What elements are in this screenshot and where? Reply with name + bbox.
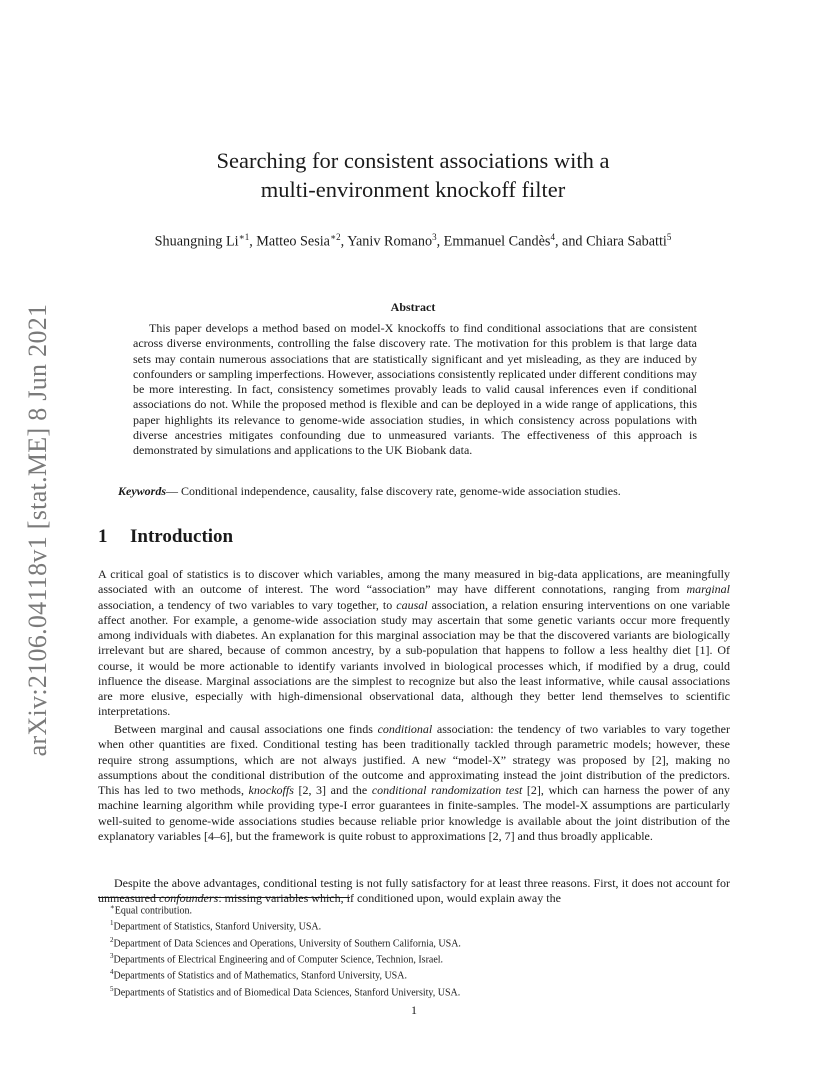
paragraph-text: association, a relation ensuring interventions on one variable affect another. For example, a genome-wide association study may ascertain that some genetic variants occur more frequently among individuals with diabetes. An explanation for this marginal association may be that the discovered variants are biologically irrelevant but are shared, because of common ancestry, by a sub-population that happens to follow a less healthy diet [1]. Of course, it would be more actionable to identify variants involved in biological processes which, if modified by a drug, could influence the disease. Marginal associations are the simplest to recognize but also the least informative, while causal associations are more elusive, especially with high-dimensional observational data, although they better lend themselves to scientific interpretations.: [98, 597, 731, 719]
keywords-label: Keywords: [118, 484, 166, 498]
footnote-text: Department of Statistics, Stanford University, USA.: [113, 921, 322, 933]
paragraph-text: Between marginal and causal associations one finds: [114, 722, 378, 736]
footnote: [110, 901, 461, 917]
footnote-text: Departments of Statistics and of Biomedical Data Sciences, Stanford University, USA.: [113, 986, 461, 998]
author-separator: , and: [554, 233, 587, 250]
author-separator: ,: [340, 233, 348, 250]
paragraph-text: association: the tendency of two variables to vary together when other quantities are fixed. Conditional testing has been traditionally tackled through parametric models; however, these require strong assumptions, which are not always justified. A new “model-X” strategy was proposed by [2], making no assumptions about the conditional distribution of the outcome and approximating instead the joint distribution of the predictors. This has led to two methods,: [98, 722, 730, 797]
footnote: [110, 917, 461, 933]
author-name: Yaniv Romano: [347, 233, 433, 250]
emphasis-causal: causal: [396, 597, 428, 612]
footnote-rule: [98, 897, 350, 898]
footnotes: [110, 901, 461, 999]
section-number: 1: [98, 526, 108, 547]
paragraph-text: [2], which can harness the power of any machine learning algorithm while providing type-I error guarantees in finite-samples. The model-X assumptions are particularly well-suited to genome-wide associations studies because reliable prior knowledge is available about the joint distribution of the explanatory variables [4–6], but the framework is quite robust to approximations [2, 7] and thus broadly applicable.: [98, 783, 730, 843]
title-line-1: Searching for consistent associations with a: [216, 148, 610, 173]
footnote: [110, 934, 461, 950]
footnote-text: Department of Data Sciences and Operations, University of Southern California, USA.: [113, 937, 461, 949]
footnote: [110, 966, 461, 982]
section-title: Introduction: [130, 526, 234, 547]
footnote-mark: 3: [110, 951, 114, 960]
emphasis-conditional: conditional: [377, 722, 433, 736]
footnote-text: Departments of Statistics and of Mathematics, Stanford University, USA.: [113, 970, 407, 982]
arxiv-sidebar-identifier: [20, 290, 56, 770]
author-separator: ,: [436, 233, 444, 250]
footnote-mark: 1: [110, 919, 114, 928]
author-name: Emmanuel Candès: [443, 233, 551, 250]
abstract-text: This paper develops a method based on model-X knockoffs to find conditional associations that are consistent across diverse environments, controlling the false discovery rate. The motivation for this problem is that large data sets may contain numerous associations that are statistically significant and yet misleading, as they are induced by confounders or sampling imperfections. However, associations consistently replicated under different conditions may be more interesting. In fact, consistency sometimes provably leads to valid causal inferences even if conditional associations do not. While the proposed method is flexible and can be deployed in a wide range of applications, this paper highlights its relevance to genome-wide association studies, in which consistency across populations with diverse ancestries mitigates confounding due to unmeasured variants. The effectiveness of this approach is demonstrated by simulations and applications to the UK Biobank data.: [133, 321, 697, 457]
author-affiliation-mark: 4: [550, 232, 555, 242]
footnote: [110, 950, 461, 966]
footnote-mark: 5: [110, 984, 114, 993]
author-name: Matteo Sesia: [256, 233, 330, 250]
footnote-mark: ∗: [110, 903, 115, 911]
title-line-2: multi-environment knockoff filter: [260, 177, 566, 202]
footnote-mark: 2: [110, 935, 114, 944]
abstract-heading: Abstract: [390, 300, 436, 314]
author-affiliation-mark: ∗1: [238, 232, 250, 242]
emphasis-confounders: confounders: [158, 891, 219, 906]
footnote-text: Equal contribution.: [114, 905, 192, 917]
author-name: Shuangning Li: [154, 233, 239, 250]
paragraph-text: association, a tendency of two variables to vary together, to: [98, 597, 397, 612]
author-affiliation-mark: 5: [666, 232, 672, 242]
paragraph-text: A critical goal of statistics is to discover which variables, among the many measured in big-data applications, are meaningfully associated with an outcome of interest. The word “association” may have different connotations, ranging from: [98, 567, 730, 597]
paper-title: [98, 146, 728, 204]
page-number: 1: [411, 1003, 417, 1017]
paragraph-text: : missing variables which, if conditioned upon, would explain away the: [218, 891, 561, 906]
author-separator: ,: [249, 233, 257, 250]
footnote-mark: 4: [110, 968, 114, 977]
paragraph-text: [2, 3] and the: [293, 783, 372, 797]
emphasis-crt: conditional randomization test: [371, 783, 523, 797]
intro-paragraph-2: [98, 722, 730, 844]
arxiv-id-text: arXiv:2106.04118v1 [stat.ME] 8 Jun 2021: [23, 303, 52, 757]
intro-paragraph-1: [98, 567, 730, 720]
author-affiliation-mark: ∗2: [329, 232, 341, 242]
author-name: Chiara Sabatti: [586, 233, 667, 250]
emphasis-marginal: marginal: [686, 582, 730, 597]
paragraph-text: Despite the above advantages, conditional testing is not fully satisfactory for at least three reasons. First, it does not account for unmeasured: [98, 876, 730, 906]
author-affiliation-mark: 3: [432, 232, 437, 242]
author-list: [98, 232, 728, 251]
footnote: [110, 983, 461, 999]
keywords-line: [118, 484, 718, 499]
emphasis-knockoffs: knockoffs: [248, 783, 294, 797]
section-heading: [98, 526, 233, 548]
keywords-text: — Conditional independence, causality, false discovery rate, genome-wide association studies.: [166, 484, 621, 498]
footnote-text: Departments of Electrical Engineering and of Computer Science, Technion, Israel.: [113, 954, 444, 966]
